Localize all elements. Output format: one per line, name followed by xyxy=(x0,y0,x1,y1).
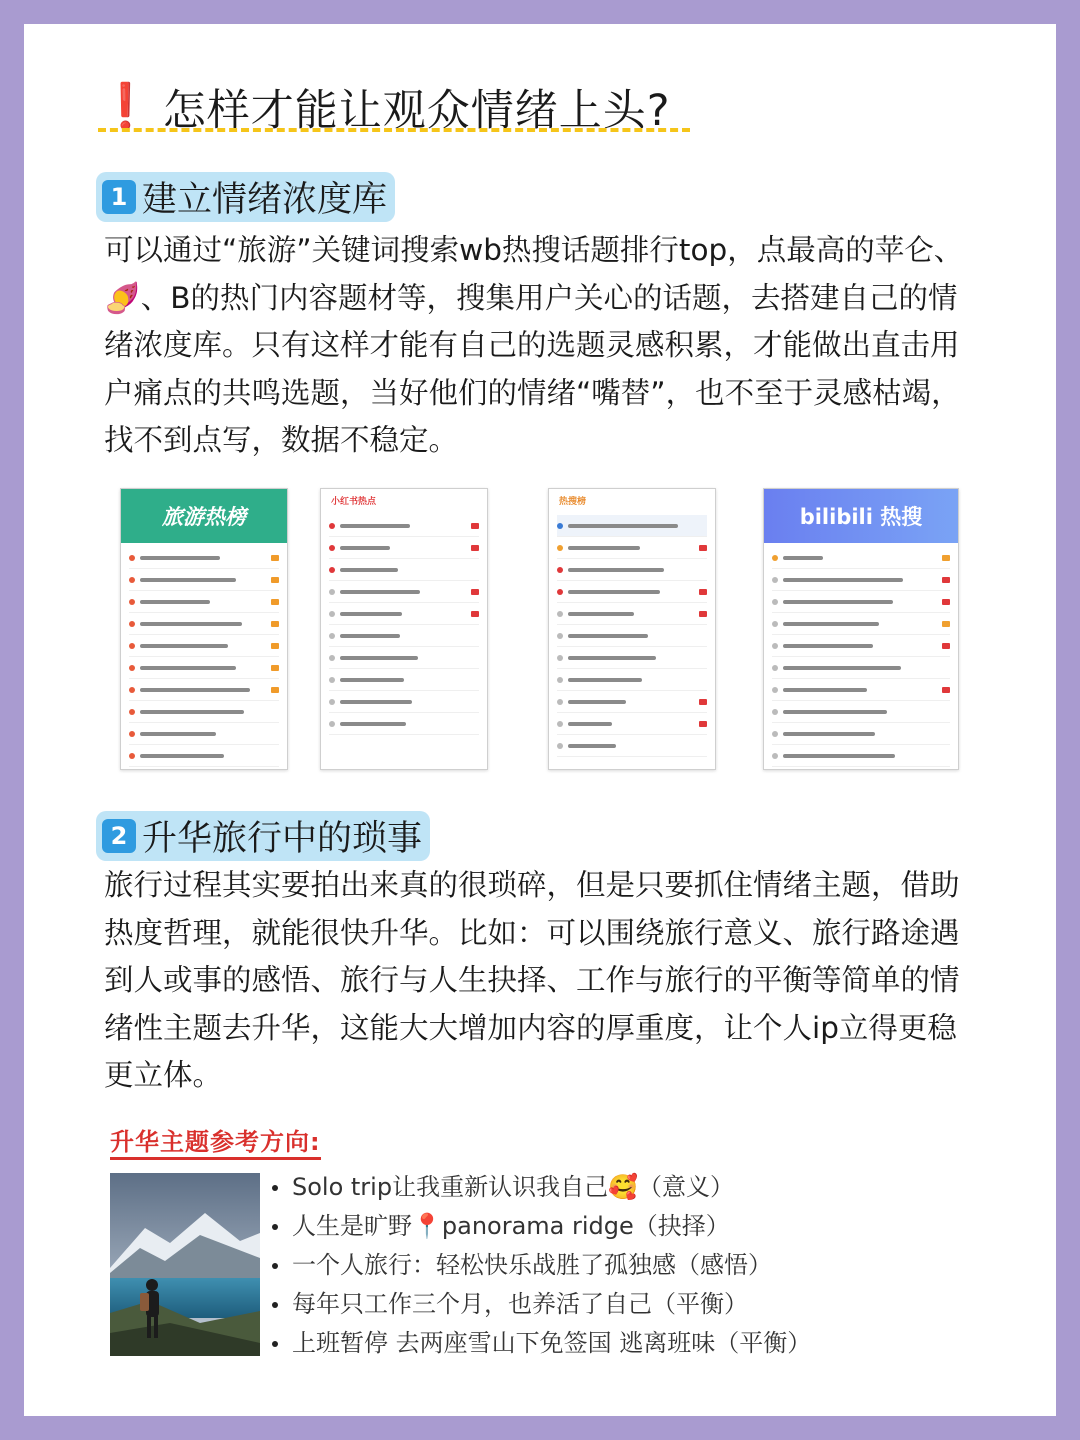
list-item: 人生是旷野📍panorama ridge（抉择） xyxy=(272,1207,811,1246)
screenshot-header: 热搜榜 xyxy=(559,496,587,507)
hot-list-screenshots xyxy=(120,488,960,770)
section2-number: 2 xyxy=(102,819,136,853)
screenshot-travel-hotlist xyxy=(120,488,288,770)
section1-body: 可以通过“旅游”关键词搜索wb热搜话题排行top，点最高的苹仑、🍠、B的热门内容题材等，搜集用户关心的话题，去搭建自己的情绪浓度库。只有这样才能有自己的选题灵感积累，才能做出直击用户痛点的共鸣选题，当好他们的情绪“嘴替”，也不至于灵感枯竭，找不到点写，数据不稳定。 xyxy=(104,233,964,457)
screenshot-header: 旅游热榜 xyxy=(121,489,287,543)
screenshot-weibo-hotlist xyxy=(548,488,716,770)
themes-heading: 升华主题参考方向: xyxy=(110,1122,321,1160)
screenshot-header: 小红书热点 xyxy=(331,496,377,507)
screenshot-xiaohongshu-hotlist xyxy=(320,488,488,770)
list-item: 一个人旅行：轻松快乐战胜了孤独感（感悟） xyxy=(272,1246,811,1285)
list-item: 每年只工作三个月，也养活了自己（平衡） xyxy=(272,1285,811,1324)
screenshot-bilibili-hotlist xyxy=(763,488,959,770)
list-item: 上班暂停 去两座雪山下免签国 逃离班味（平衡） xyxy=(272,1324,811,1363)
section1-heading xyxy=(96,172,395,222)
section2-title: 升华旅行中的琐事 xyxy=(142,819,423,859)
title-text: 怎样才能让观众情绪上头? xyxy=(162,85,671,136)
section2-heading xyxy=(96,811,430,861)
travel-photo xyxy=(110,1173,260,1356)
section1-number: 1 xyxy=(102,180,136,214)
section2-body: 旅行过程其实要拍出来真的很琐碎，但是只要抓住情绪主题，借助热度哲理，就能很快升华。比如：可以围绕旅行意义、旅行路途遇到人或事的感悟、旅行与人生抉择、工作与旅行的平衡等简单的情绪性主题去升华，这能大大增加内容的厚重度，让个人ip立得更稳更立体。 xyxy=(104,868,960,1092)
screenshot-header: bilibili 热搜 xyxy=(764,489,958,543)
list-item: Solo trip让我重新认识我自己🥰（意义） xyxy=(272,1168,811,1207)
exclamation-icon: ❗ xyxy=(98,81,153,132)
title-underline xyxy=(98,128,690,132)
section1-title: 建立情绪浓度库 xyxy=(142,180,388,220)
themes-list xyxy=(272,1168,811,1363)
